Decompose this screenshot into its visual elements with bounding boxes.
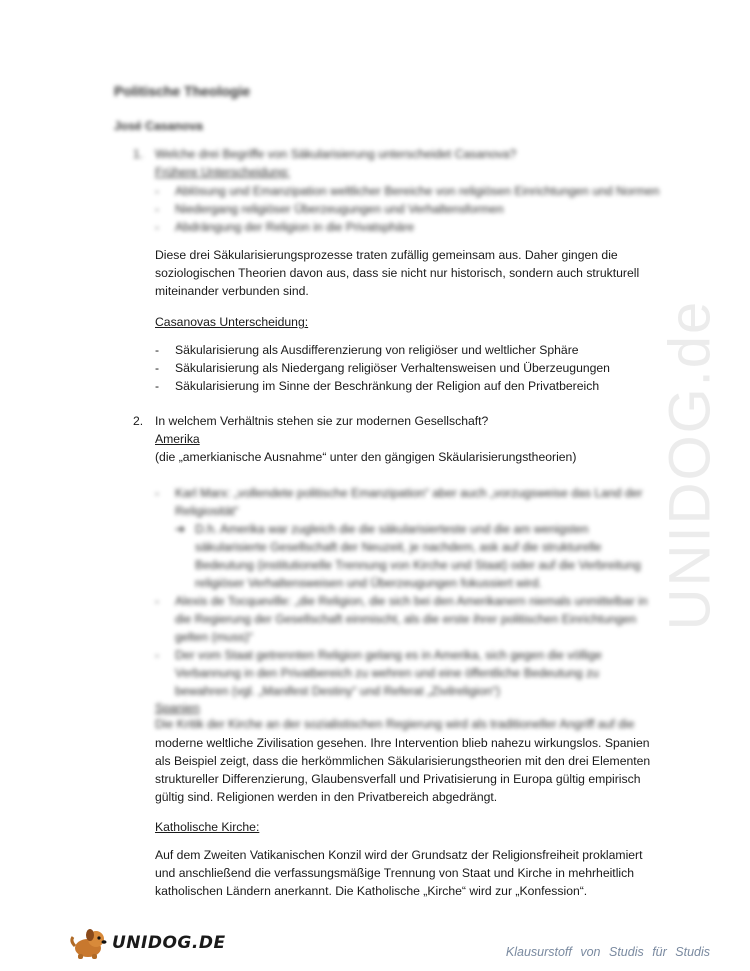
dash-marker: - [155, 220, 160, 234]
bullet-continuation: bewahren (vgl. „Manifest Destiny“ und Referat „Zivilreligion“) [175, 684, 501, 698]
q1-paragraph-line: miteinander verbunden sind. [155, 284, 309, 298]
spanien-paragraph-line: struktureller Differenzierung, Glaubensverfall und Privatisierung in Europa gültig empirisch [155, 772, 641, 786]
bullet-text: Ablösung und Emanzipation weltlicher Bereiche von religiösen Einrichtungen und Normen [175, 184, 660, 198]
spanien-heading: Spanien [155, 701, 200, 715]
casanova-bullet [155, 359, 610, 377]
bullet-text: Abdrängung der Religion in die Privatsphäre [175, 220, 415, 234]
dash-marker: - [155, 202, 160, 216]
bullet-continuation: säkularisierte Gesellschaft der Neuzeit, je nachdem, ask auf die strukturelle [195, 540, 602, 554]
dash-marker: - [155, 594, 160, 608]
dash-marker: - [155, 379, 160, 393]
bullet-text: Niedergang religiöser Überzeugungen und Verhaltensformen [175, 202, 504, 216]
footer-tagline: Klausurstoff von Studis für Studis [505, 945, 710, 959]
q1-number: 1. [133, 147, 144, 161]
arrow-icon: ➔ [175, 522, 186, 536]
bullet-text: Säkularisierung als Niedergang religiöser Verhaltensweisen und Überzeugungen [175, 361, 610, 375]
arrow-bullet [175, 520, 589, 538]
bullet-continuation: die Regierung der Gesellschaft einmischt, als die erste ihrer politischen Einrichtungen [175, 612, 637, 626]
amerika-bullet [155, 484, 643, 502]
spanien-paragraph-line: moderne weltliche Zivilisation gesehen. Ihre Intervention blieb nahezu wirkungslos. Spanien [155, 736, 650, 750]
bullet-text: Der vom Staat getrennten Religion gelang es in Amerika, sich gegen die völlige [175, 648, 602, 662]
dog-mascot-icon [68, 926, 112, 960]
q1-paragraph-line: soziologischen Theorien davon aus, dass sie nicht nur historisch, sondern auch strukturell [155, 266, 640, 280]
watermark: UNIDOG.de [657, 299, 723, 631]
spanien-paragraph-line: als Beispiel zeigt, dass die herkömmlichen Säkularisierungstheorien mit den drei Elementen [155, 754, 651, 768]
bullet-text: D.h. Amerika war zugleich die die säkularisierteste und die am wenigsten [195, 522, 589, 536]
amerika-bullet [155, 646, 602, 664]
q1-bullet [155, 200, 504, 218]
spanien-paragraph-line: gültig sind. Religionen werden in den Privatbereich abgedrängt. [155, 790, 498, 804]
bullet-continuation: religiöser Verhaltensweisen und Überzeugungen fokussiert wird. [195, 576, 542, 590]
dash-marker: - [155, 648, 160, 662]
bullet-continuation: Religiosität“ [175, 504, 239, 518]
casanova-heading: Casanovas Unterscheidung: [155, 315, 309, 329]
kirche-paragraph-line: und anschließend die verfassungsmäßige Trennung von Staat und Kirche in mehrheitlich [155, 866, 634, 880]
dash-marker: - [155, 184, 160, 198]
bullet-text: Säkularisierung im Sinne der Beschränkung der Religion auf den Privatbereich [175, 379, 600, 393]
q2-question [133, 412, 489, 430]
kirche-heading: Katholische Kirche: [155, 820, 260, 834]
document-title: Politische Theologie [114, 83, 251, 99]
q1-subheading: Frühere Unterscheidung: [155, 165, 290, 179]
bullet-continuation: Bedeutung (institutionelle Trennung von Kirche und Staat) oder auf die Verbreitung [195, 558, 641, 572]
q1-bullet [155, 182, 660, 200]
amerika-heading: Amerika [155, 432, 200, 446]
q1-paragraph-line: Diese drei Säkularisierungsprozesse traten zufällig gemeinsam aus. Daher gingen die [155, 248, 618, 262]
document-author: José Casanova [114, 119, 203, 133]
casanova-bullet [155, 341, 579, 359]
bullet-text: Säkularisierung als Ausdifferenzierung von religiöser und weltlicher Sphäre [175, 343, 579, 357]
q2-number: 2. [133, 414, 144, 428]
logo-wordmark: UNIDOG.DE [112, 933, 226, 953]
bullet-text: Karl Marx: „vollendete politische Emanzipation“ aber auch „vorzugsweise das Land der [175, 486, 643, 500]
amerika-note: (die „amerkianische Ausnahme“ unter den gängigen Skäularisierungstheorien) [155, 450, 577, 464]
spanien-paragraph-line: Die Kritik der Kirche an der sozialistischen Regierung wird als traditioneller Angriff auf die [155, 717, 635, 731]
q2-question-text: In welchem Verhältnis stehen sie zur modernen Gesellschaft? [155, 414, 489, 428]
dash-marker: - [155, 361, 160, 375]
amerika-bullet [155, 592, 648, 610]
q1-bullet [155, 218, 415, 236]
bullet-continuation: Verbannung in den Privatbereich zu wehren und eine öffentliche Bedeutung zu [175, 666, 599, 680]
q1-question-text: Welche drei Begriffe von Säkularisierung unterscheidet Casanova? [155, 147, 517, 161]
dash-marker: - [155, 486, 160, 500]
unidog-logo[interactable] [68, 926, 226, 960]
dash-marker: - [155, 343, 160, 357]
bullet-text: Alexis de Tocqueville: „die Religion, die sich bei den Amerikanern niemals unmittelbar in [175, 594, 648, 608]
q1-question [133, 145, 517, 163]
kirche-paragraph-line: katholischen Ländern anerkannt. Die Katholische „Kirche“ wird zur „Konfession“. [155, 884, 588, 898]
bullet-continuation: gelten (muss)“ [175, 630, 253, 644]
kirche-paragraph-line: Auf dem Zweiten Vatikanischen Konzil wird der Grundsatz der Religionsfreiheit proklamiert [155, 848, 643, 862]
casanova-bullet [155, 377, 600, 395]
